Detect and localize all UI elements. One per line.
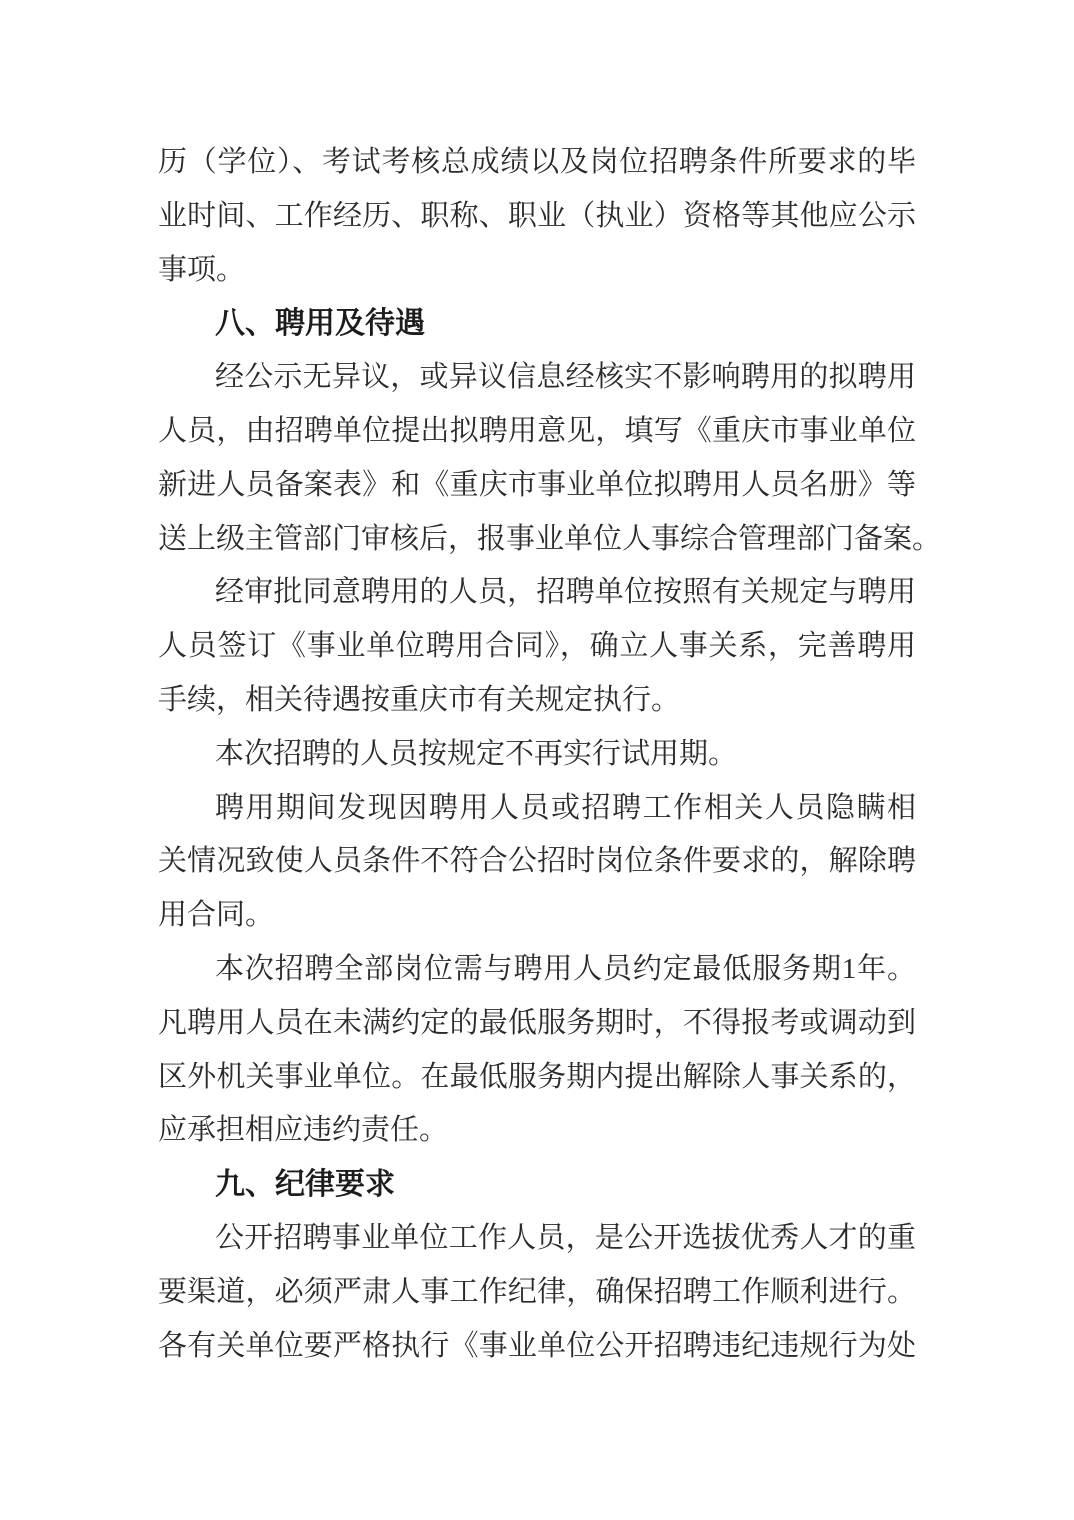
- text-line: 聘用期间发现因聘用人员或招聘工作相关人员隐瞒相: [215, 791, 916, 824]
- document-content: [158, 136, 942, 1373]
- text-line: 本次招聘的人员按规定不再实行试用期。: [215, 737, 738, 770]
- text-line: 手续，相关待遇按重庆市有关规定执行。: [158, 683, 681, 716]
- text-line: 事项。: [158, 253, 246, 286]
- section-heading: 八、聘用及待遇: [215, 306, 425, 342]
- text-line: 凡聘用人员在未满约定的最低服务期时，不得报考或调动到: [158, 1006, 916, 1039]
- text-line: 经公示无异议，或异议信息经核实不影响聘用的拟聘用: [215, 361, 916, 394]
- text-line: 人员签订《事业单位聘用合同》，确立人事关系，完善聘用: [158, 630, 916, 663]
- text-line: 新进人员备案表》和《重庆市事业单位拟聘用人员名册》等: [158, 468, 916, 501]
- text-line: 送上级主管部门审核后，报事业单位人事综合管理部门备案。: [158, 522, 942, 555]
- text-line: 区外机关事业单位。在最低服务期内提出解除人事关系的，: [158, 1060, 916, 1093]
- text-line: 各有关单位要严格执行《事业单位公开招聘违纪违规行为处: [158, 1329, 916, 1362]
- text-line: 历（学位）、考试考核总成绩以及岗位招聘条件所要求的毕: [158, 146, 916, 178]
- text-line: 业时间、工作经历、职称、职业（执业）资格等其他应公示: [158, 199, 916, 232]
- text-line: 经审批同意聘用的人员，招聘单位按照有关规定与聘用: [215, 576, 916, 609]
- text-line: 公开招聘事业单位工作人员，是公开选拔优秀人才的重: [215, 1221, 916, 1254]
- text-line: 本次招聘全部岗位需与聘用人员约定最低服务期1年。: [215, 952, 916, 985]
- text-line: 人员，由招聘单位提出拟聘用意见，填写《重庆市事业单位: [158, 414, 916, 447]
- section-heading: 九、纪律要求: [215, 1167, 395, 1203]
- text-line: 应承担相应违约责任。: [158, 1114, 449, 1147]
- text-line: 关情况致使人员条件不符合公招时岗位条件要求的，解除聘: [158, 845, 916, 878]
- text-line: 要渠道，必须严肃人事工作纪律，确保招聘工作顺利进行。: [158, 1275, 916, 1308]
- text-line: 用合同。: [158, 899, 275, 932]
